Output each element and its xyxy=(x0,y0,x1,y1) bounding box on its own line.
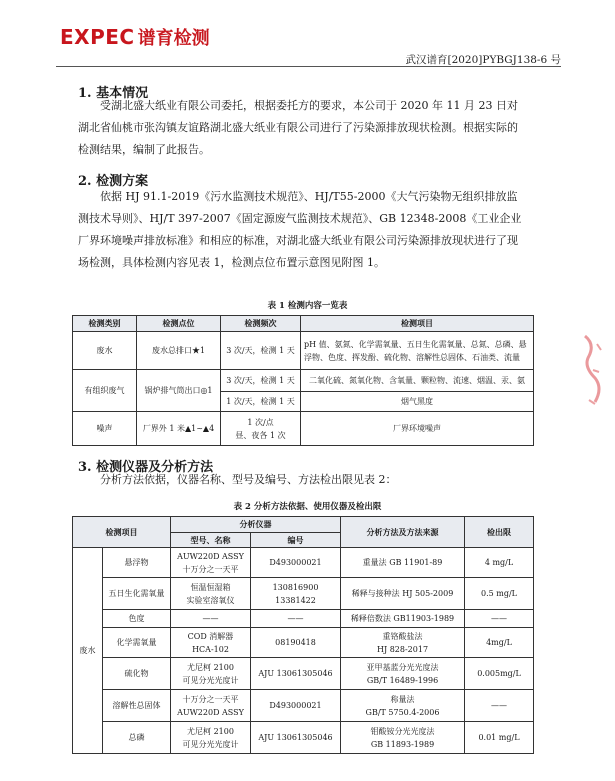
section-3-title: 3. 检测仪器及分析方法 xyxy=(78,460,214,475)
table-cell: 08190418 xyxy=(251,628,341,658)
table-cell: —— xyxy=(171,610,251,628)
table-cell: 重量法 GB 11901-89 xyxy=(341,548,465,578)
table-cell xyxy=(171,658,251,690)
table-cell: 锅炉排气筒出口◎1 xyxy=(137,370,221,412)
method-line: GB 11893-1989 xyxy=(370,739,435,749)
freq-line: 昼、夜各 1 次 xyxy=(235,430,286,440)
model-line: HCA-102 xyxy=(192,644,229,654)
freq-line: 1 次/点 xyxy=(247,417,274,427)
table-cell: 废水 xyxy=(73,332,137,370)
table-cell-category: 废水 xyxy=(73,548,103,754)
table-1 xyxy=(72,315,534,446)
table-cell: 稀释倍数法 GB11903-1989 xyxy=(341,610,465,628)
table-cell: 厂界环境噪声 xyxy=(301,412,534,446)
table-1-header: 检测项目 xyxy=(301,316,534,332)
table-cell: 五日生化需氧量 xyxy=(103,578,171,610)
table-cell xyxy=(171,690,251,722)
table-cell xyxy=(171,548,251,578)
method-line: HJ 828-2017 xyxy=(376,644,429,654)
table-cell: 二氧化硫、氮氧化物、含氧量、颗粒物、流速、烟温、汞、氨 xyxy=(301,370,534,392)
table-cell: 有组织废气 xyxy=(73,370,137,412)
model-line: 尤尼柯 2100 xyxy=(187,662,234,672)
logo-text-en: EXPEC xyxy=(60,25,135,49)
number-line: 13381422 xyxy=(275,595,316,605)
section-2-paragraph: 依据 HJ 91.1-2019《污水监测技术规范》、HJ/T55-2000《大气污染物无组织排放监测技术导则》、HJ/T 397-2007《固定源废气监测技术规范》、GB 12348-2008《工业企业厂界环境噪声排放标准》和相应的标准，对湖北盛大纸业有限公司污染源排放现状进行了现场检测，具体检测内容见表 1，检测点位布置示意图见附图 1。 xyxy=(78,190,522,269)
table-cell: —— xyxy=(465,610,534,628)
section-1-title: 1. 基本情况 xyxy=(78,86,149,101)
table-cell: 总磷 xyxy=(103,722,171,754)
seal-stamp-fragment xyxy=(579,330,607,420)
model-line: AUW220D ASSY xyxy=(177,707,244,717)
section-1-paragraph: 受湖北盛大纸业有限公司委托，根据委托方的要求，本公司于 2020 年 11 月 23 日对湖北省仙桃市张沟镇友谊路湖北盛大纸业有限公司进行了污染源排放现状检测。根据实际的检测结果，编制了此报告。 xyxy=(78,99,518,156)
model-line: AUW220D ASSY xyxy=(177,551,244,561)
table-cell: 4mg/L xyxy=(465,628,534,658)
table-cell xyxy=(341,690,465,722)
table-cell xyxy=(221,412,301,446)
section-2-title: 2. 检测方案 xyxy=(78,174,149,189)
method-line: 称量法 xyxy=(390,694,415,704)
number-line: 130816900 xyxy=(272,582,319,592)
method-line: 钼酸铵分光光度法 xyxy=(370,726,435,736)
logo-text-cn: 谱育检测 xyxy=(137,28,210,49)
table-row xyxy=(73,578,534,610)
table-cell xyxy=(251,578,341,610)
table-cell: 3 次/天，检测 1 天 xyxy=(221,370,301,392)
table-1-header: 检测频次 xyxy=(221,316,301,332)
table-cell: 4 mg/L xyxy=(465,548,534,578)
table-cell xyxy=(171,628,251,658)
model-line: COD 消解器 xyxy=(187,631,234,641)
table-cell: pH 值、氨氮、化学需氧量、五日生化需氧量、总氮、总磷、悬浮物、色度、挥发酚、硫化物、溶解性总固体、石油类、流量 xyxy=(301,332,534,370)
method-line: 亚甲基蓝分光光度法 xyxy=(366,662,439,672)
table-cell: 化学需氧量 xyxy=(103,628,171,658)
table-row xyxy=(73,722,534,754)
table-cell: —— xyxy=(465,690,534,722)
model-line: 十万分之一天平 xyxy=(182,564,239,574)
method-line: GB/T 16489-1996 xyxy=(366,675,439,685)
table-cell: 厂界外 1 米▲1~▲4 xyxy=(137,412,221,446)
table-cell: 硫化物 xyxy=(103,658,171,690)
table-2 xyxy=(72,516,534,754)
table-row xyxy=(73,370,534,392)
table-cell xyxy=(171,578,251,610)
document-number: 武汉谱育[2020]PYBGJ138-6 号 xyxy=(405,54,561,66)
table-cell: 悬浮物 xyxy=(103,548,171,578)
table-cell: 噪声 xyxy=(73,412,137,446)
table-cell: 0.5 mg/L xyxy=(465,578,534,610)
table-cell xyxy=(341,628,465,658)
table-cell: 溶解性总固体 xyxy=(103,690,171,722)
table-row xyxy=(73,690,534,722)
table-2-header: 检出限 xyxy=(465,517,534,548)
table-cell: 0.01 mg/L xyxy=(465,722,534,754)
model-line: 可见分光光度计 xyxy=(182,675,239,685)
table-2-caption: 表 2 分析方法依据、使用仪器及检出限 xyxy=(233,502,382,512)
table-2-header: 检测项目 xyxy=(73,517,171,548)
table-row xyxy=(73,548,534,578)
table-cell xyxy=(171,722,251,754)
table-row xyxy=(73,332,534,370)
table-2-header: 分析方法及方法来源 xyxy=(341,517,465,548)
table-cell: 稀释与接种法 HJ 505-2009 xyxy=(341,578,465,610)
table-cell xyxy=(341,658,465,690)
model-line: 十万分之一天平 xyxy=(182,694,239,704)
model-line: 恒温恒湿箱 xyxy=(190,582,231,592)
table-cell: AJU 13061305046 xyxy=(251,722,341,754)
table-cell: D493000021 xyxy=(251,548,341,578)
table-row xyxy=(73,658,534,690)
table-cell: 烟气黑度 xyxy=(301,392,534,412)
table-1-header: 检测类别 xyxy=(73,316,137,332)
model-line: 尤尼柯 2100 xyxy=(187,726,234,736)
table-cell: 废水总排口★1 xyxy=(137,332,221,370)
table-1-caption: 表 1 检测内容一览表 xyxy=(267,301,348,311)
company-logo xyxy=(60,26,210,48)
model-line: 可见分光光度计 xyxy=(182,739,239,749)
table-cell: 1 次/天，检测 1 天 xyxy=(221,392,301,412)
table-cell xyxy=(341,722,465,754)
table-1-header: 检测点位 xyxy=(137,316,221,332)
table-cell: 0.005mg/L xyxy=(465,658,534,690)
table-2-subheader: 编号 xyxy=(251,533,341,548)
table-row xyxy=(73,610,534,628)
method-line: GB/T 5750.4-2006 xyxy=(365,707,440,717)
table-2-subheader: 型号、名称 xyxy=(171,533,251,548)
model-line: 实验室溶氧仪 xyxy=(186,595,235,605)
section-3-paragraph: 分析方法依据，仪器名称、型号及编号、方法检出限见表 2： xyxy=(100,473,397,486)
table-cell: 色度 xyxy=(103,610,171,628)
table-2-header: 分析仪器 xyxy=(171,517,341,533)
table-cell: 3 次/天，检测 1 天 xyxy=(221,332,301,370)
table-row xyxy=(73,628,534,658)
table-row xyxy=(73,412,534,446)
method-line: 重铬酸盐法 xyxy=(382,631,423,641)
header-divider xyxy=(56,66,561,67)
table-cell: D493000021 xyxy=(251,690,341,722)
table-cell: —— xyxy=(251,610,341,628)
table-cell: AJU 13061305046 xyxy=(251,658,341,690)
